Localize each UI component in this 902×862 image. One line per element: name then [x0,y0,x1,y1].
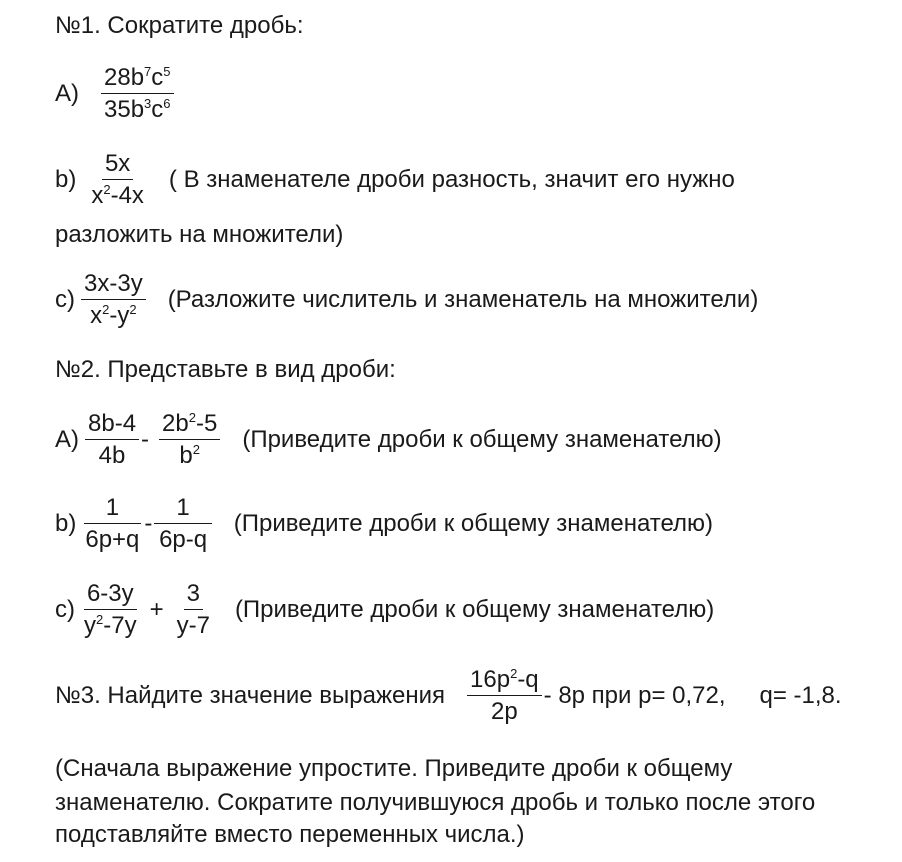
item-label: b) [55,510,77,537]
hint-line-3: подставляйте вместо переменных числа.) [55,821,525,848]
hint-note: (Приведите дроби к общему знаменателю) [242,426,722,453]
task1-item-b [55,152,735,208]
hint-note: (Разложите числитель и знаменатель на множители) [167,286,759,313]
denominator: $x^2-4x$ [91,182,144,209]
item-label: А) [55,426,79,453]
task2-item-c [55,582,714,638]
task1-title: №1. Сократите дробь: [55,12,304,39]
denominator: $35b^3c^6$ [104,96,171,123]
denominator: $y^2-7y$ [84,612,137,639]
item-label: b) [55,166,77,193]
task1-item-c [55,272,758,328]
task2-item-b [55,496,713,552]
fraction [81,272,146,328]
numerator: 6-3y [84,582,137,610]
item-label: c) [55,286,75,313]
hint-line-1: (Сначала выражение упростите. Приведите дроби к общему [55,755,733,782]
expression-rest: - 8p при p= 0,72, [543,682,726,709]
hint-note: (Приведите дроби к общему знаменателю) [233,510,714,537]
denominator: 4b [98,442,126,469]
fraction [467,668,542,724]
denominator: 6p-q [159,526,208,553]
numerator: $16p^2-q$ [467,668,542,696]
denominator: $b^2$ [179,442,200,469]
task3-expression [55,668,842,724]
task3-title: №3. Найдите значение выражения [55,682,446,709]
hint-note: ( В знаменателе дроби разность, значит его нужно [168,166,735,193]
numerator: 3 [184,582,203,610]
fraction [154,496,211,552]
numerator: 8b-4 [85,412,139,440]
fraction [101,66,174,122]
hint-note-continued: разложить на множители) [55,221,344,248]
numerator: 1 [154,496,211,524]
fraction [174,582,213,638]
numerator: 3x-3y [81,272,146,300]
fraction [88,152,147,208]
denominator: $x^2-y^2$ [90,302,137,329]
numerator: 5x [102,152,133,180]
hint-note: (Приведите дроби к общему знаменателю) [234,596,715,623]
operator: + [149,596,164,623]
task2-title: №2. Представьте в вид дроби: [55,356,396,383]
hint-line-2: знаменателю. Сократите получившуюся дробь и только после этого [55,789,816,816]
item-label: c) [55,596,75,623]
fraction [81,582,140,638]
fraction [85,412,139,468]
item-label: А) [55,80,79,107]
denominator: 2p [490,698,518,725]
operator: - [141,426,150,453]
task1-item-a [55,66,174,122]
numerator: $28b^7c^5$ [101,66,174,94]
denominator: 6p+q [85,526,140,553]
fraction [159,412,220,468]
numerator: $2b^2-5$ [159,412,220,440]
denominator: y-7 [176,612,210,639]
operator: - [144,510,153,537]
fraction [82,496,142,552]
numerator: 1 [84,496,141,524]
q-value: q= -1,8. [759,682,842,709]
task2-item-a [55,412,722,468]
